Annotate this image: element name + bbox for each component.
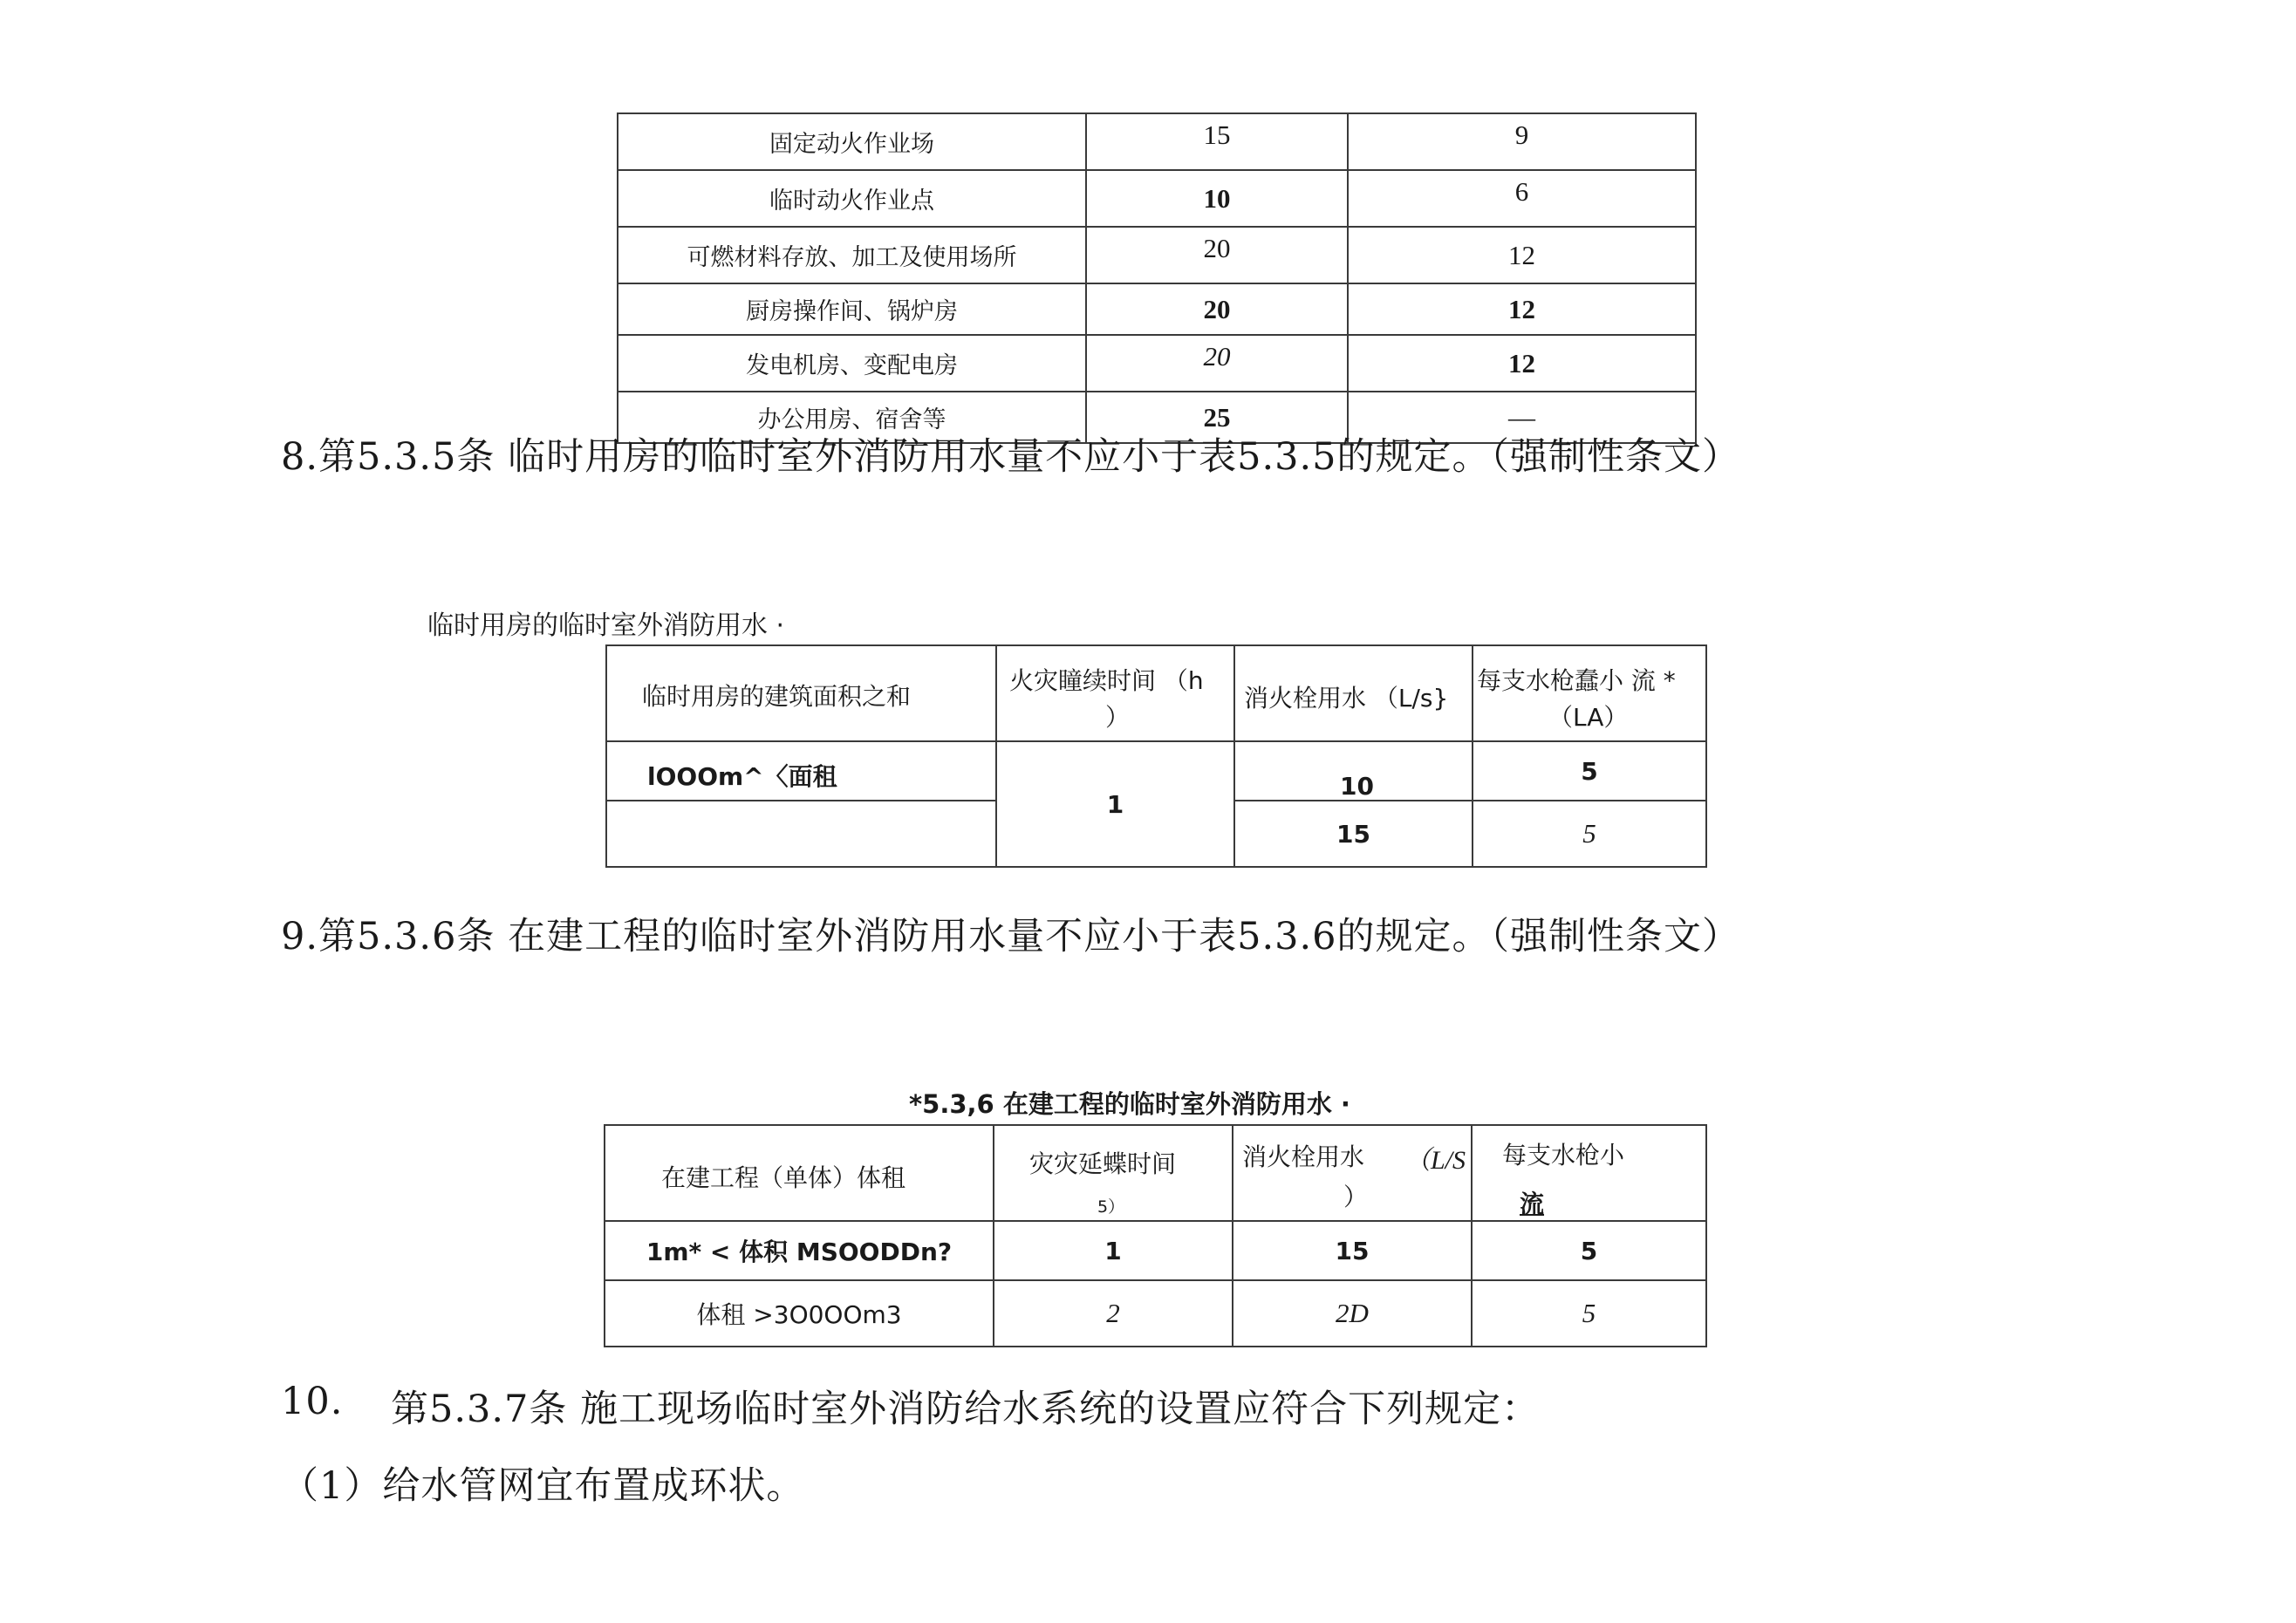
header-area: 临时用房的建筑面积之和 bbox=[606, 645, 996, 741]
row-label: 可燃材料存放、加工及使用场所 bbox=[618, 227, 1086, 283]
clause-8-text: 8.第5.3.5条 临时用房的临时室外消防用水量不应小于表5.3.5的规定。（强制性条文） bbox=[281, 435, 1741, 479]
clause-10-number: 10. bbox=[281, 1380, 344, 1423]
cell-value: 20 bbox=[1086, 335, 1348, 392]
cell-value: 20 bbox=[1086, 227, 1348, 283]
cell-value: 6 bbox=[1348, 170, 1696, 227]
cell-area: lOOOm^〈面租 bbox=[606, 741, 996, 801]
header-hydrant: 消火栓用水 （L/s} bbox=[1234, 645, 1473, 741]
table-row bbox=[618, 227, 1696, 283]
table-row bbox=[606, 741, 1706, 801]
cell-volume: 体租 >3O0OOm3 bbox=[605, 1280, 994, 1347]
header-gun-flow: 每支水枪小 流 bbox=[1472, 1125, 1706, 1221]
cell-duration: 1 bbox=[994, 1221, 1233, 1280]
cell-value: 25 bbox=[1086, 392, 1348, 443]
cell-hydrant: 2D bbox=[1233, 1280, 1472, 1347]
clause-10-item-1: （1）给水管网宜布置成环状。 bbox=[281, 1464, 805, 1508]
table-row bbox=[618, 283, 1696, 335]
temp-building-water-table bbox=[605, 644, 1707, 868]
cell-hydrant: 15 bbox=[1233, 1221, 1472, 1280]
header-duration: 火灾瞳续时间 （h ） bbox=[996, 645, 1234, 741]
cell-value: 9 bbox=[1348, 113, 1696, 170]
cell-duration: 2 bbox=[994, 1280, 1233, 1347]
construction-water-table bbox=[604, 1124, 1707, 1347]
row-label: 固定动火作业场 bbox=[618, 113, 1086, 170]
row-label: 厨房操作间、锅炉房 bbox=[618, 283, 1086, 335]
row-label: 临时动火作业点 bbox=[618, 170, 1086, 227]
cell-gun: 5 bbox=[1472, 1280, 1706, 1347]
clause-10-text: 第5.3.7条 施工现场临时室外消防给水系统的设置应符合下列规定： bbox=[391, 1388, 1541, 1431]
cell-value: 12 bbox=[1348, 227, 1696, 283]
table-row bbox=[618, 113, 1696, 170]
cell-area bbox=[606, 801, 996, 867]
header-volume: 在建工程（单体）体租 bbox=[605, 1125, 994, 1221]
cell-hydrant: 10 bbox=[1234, 741, 1473, 801]
header-duration: 灾灾延蝶时间 5） bbox=[994, 1125, 1233, 1221]
table-header-row bbox=[605, 1125, 1706, 1221]
cell-value: 12 bbox=[1348, 283, 1696, 335]
table-row bbox=[605, 1280, 1706, 1347]
cell-value: 12 bbox=[1348, 335, 1696, 392]
clause-9-text: 9.第5.3.6条 在建工程的临时室外消防用水量不应小于表5.3.6的规定。（强制性条文） bbox=[281, 915, 1741, 958]
cell-value: 10 bbox=[1086, 170, 1348, 227]
fire-distance-table bbox=[617, 113, 1697, 444]
cell-gun: 5 bbox=[1473, 741, 1706, 801]
table-b-caption: 临时用房的临时室外消防用水 · bbox=[427, 610, 785, 641]
cell-value: 15 bbox=[1086, 113, 1348, 170]
table-row bbox=[618, 170, 1696, 227]
table-row bbox=[618, 335, 1696, 392]
cell-gun: 5 bbox=[1472, 1221, 1706, 1280]
header-gun-flow: 每支水枪蠢小 流 * （LA） bbox=[1473, 645, 1706, 741]
cell-duration: 1 bbox=[996, 741, 1234, 867]
table-row bbox=[605, 1221, 1706, 1280]
row-label: 发电机房、变配电房 bbox=[618, 335, 1086, 392]
table-header-row bbox=[606, 645, 1706, 741]
cell-value: — bbox=[1348, 392, 1696, 443]
row-label: 办公用房、宿舍等 bbox=[618, 392, 1086, 443]
cell-hydrant: 15 bbox=[1234, 801, 1473, 867]
header-hydrant: 消火栓用水 （L/S ） bbox=[1233, 1125, 1472, 1221]
cell-volume: 1m* < 体积 MSOODDn? bbox=[605, 1221, 994, 1280]
cell-gun: 5 bbox=[1473, 801, 1706, 867]
cell-value: 20 bbox=[1086, 283, 1348, 335]
table-c-caption: *5.3,6 在建工程的临时室外消防用水 · bbox=[909, 1089, 1350, 1119]
